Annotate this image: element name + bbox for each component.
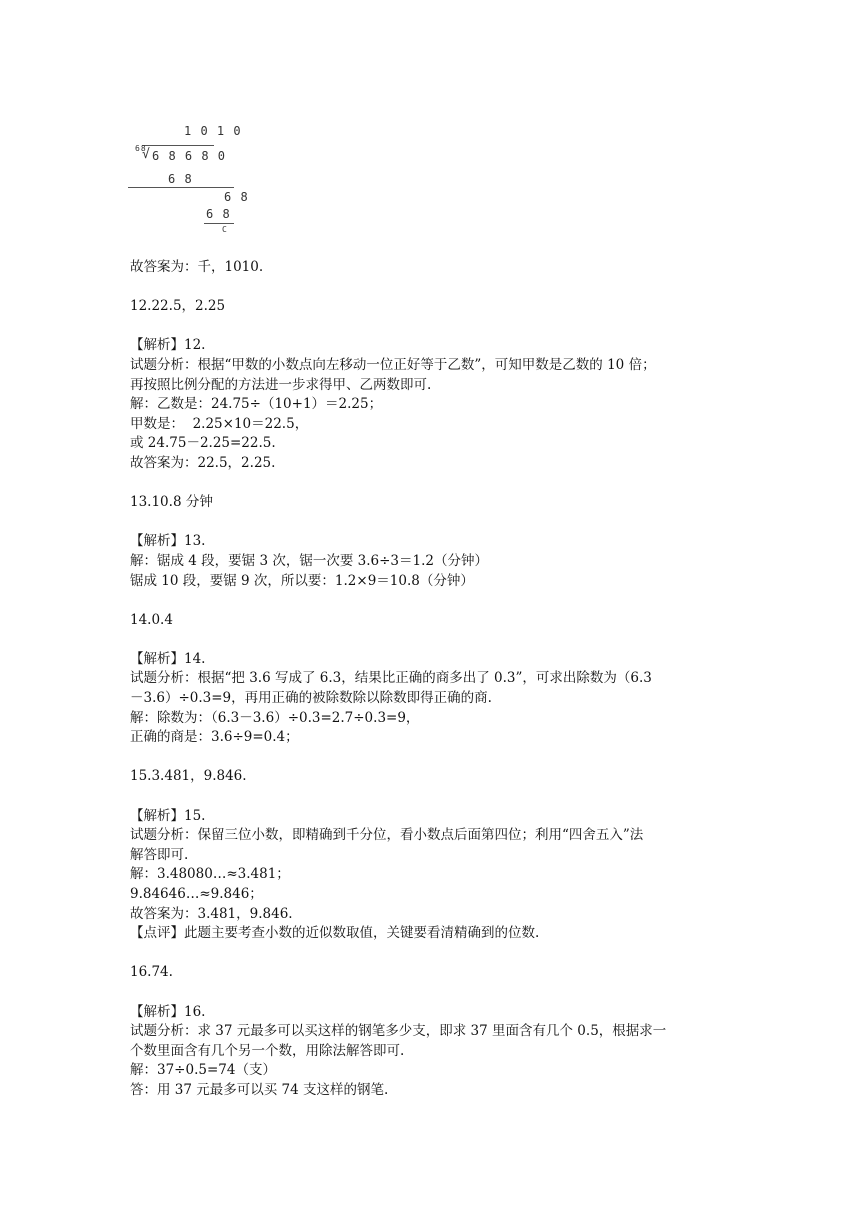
radical-sign: √ [142, 147, 151, 162]
step2-value: 6 8 [224, 190, 249, 204]
text-line: 锯成 10 段，要锯 9 次，所以要：1.2×9＝10.8（分钟） [130, 572, 474, 589]
text-line: 甲数是： 2.25×10＝22.5， [130, 415, 309, 432]
text-line: 再按照比例分配的方法进一步求得甲、乙两数即可. [130, 376, 432, 393]
solution-text [130, 258, 750, 1101]
text-line: 解：除数为：（6.3－3.6）÷0.3=2.7÷0.3=9， [130, 709, 420, 726]
answer-16: 16.74. [130, 964, 173, 981]
step2-line [204, 223, 234, 224]
analysis-13-heading: 【解析】13. [130, 533, 206, 550]
text-line: 9.84646…≈9.846； [130, 886, 263, 902]
answer-14: 14.0.4 [130, 611, 173, 628]
text-line: 答：用 37 元最多可以买 74 支这样的钢笔. [130, 1081, 389, 1098]
division-bar [142, 145, 214, 146]
step1-line [128, 187, 234, 188]
text-line: 解答即可. [130, 846, 189, 863]
text-line: 试题分析：根据“甲数的小数点向左移动一位正好等于乙数”，可知甲数是乙数的 10 倍； [130, 356, 656, 373]
comment-15: 【点评】此题主要考查小数的近似数取值，关键要看清精确到的位数. [130, 925, 540, 942]
text-line: 故答案为：3.481，9.846. [130, 905, 293, 922]
text-line: 试题分析：保留三位小数，即精确到千分位，看小数点后面第四位；利用“四舍五入”法 [130, 827, 644, 844]
remainder: C [222, 225, 228, 234]
text-line: 解：37÷0.5=74（支） [130, 1062, 276, 1079]
text-line: 解：3.48080…≈3.481； [130, 866, 290, 883]
analysis-15-heading: 【解析】15. [130, 807, 206, 824]
text-line: 故答案为：22.5，2.25. [130, 454, 276, 471]
long-division-figure [128, 124, 249, 239]
analysis-14-heading: 【解析】14. [130, 650, 206, 667]
divisor: 68 [135, 144, 147, 153]
text-line: 或 24.75－2.25=22.5. [130, 435, 276, 452]
step1-product: 6 8 [168, 172, 193, 186]
text-line: 解：乙数是：24.75÷（10+1）＝2.25； [130, 396, 383, 413]
dividend: 6 8 6 8 0 [152, 149, 227, 163]
analysis-16-heading: 【解析】16. [130, 1003, 206, 1020]
answer-15: 15.3.481，9.846. [130, 768, 247, 785]
quotient: 1 0 1 0 [184, 124, 242, 138]
answer-13: 13.10.8 分钟 [130, 494, 213, 511]
text-line: 试题分析：根据“把 3.6 写成了 6.3，结果比正确的商多出了 0.3”，可求出除数为（6.3 [130, 670, 652, 687]
analysis-12-heading: 【解析】12. [130, 337, 206, 354]
text-line: 正确的商是：3.6÷9=0.4； [130, 729, 299, 746]
text-line: 故答案为：千，1010. [130, 259, 264, 275]
text-line: 试题分析：求 37 元最多可以买这样的钢笔多少支，即求 37 里面含有几个 0.5，根据求一 [130, 1023, 667, 1040]
text-line: 解：锯成 4 段，要锯 3 次，锯一次要 3.6÷3＝1.2（分钟） [130, 552, 488, 569]
text-line: 个数里面含有几个另一个数，用除法解答即可. [130, 1042, 405, 1059]
step2-product: 6 8 [206, 207, 231, 221]
answer-12: 12.22.5，2.25 [130, 298, 226, 315]
text-line: －3.6）÷0.3=9，再用正确的被除数除以除数即得正确的商. [130, 690, 492, 707]
